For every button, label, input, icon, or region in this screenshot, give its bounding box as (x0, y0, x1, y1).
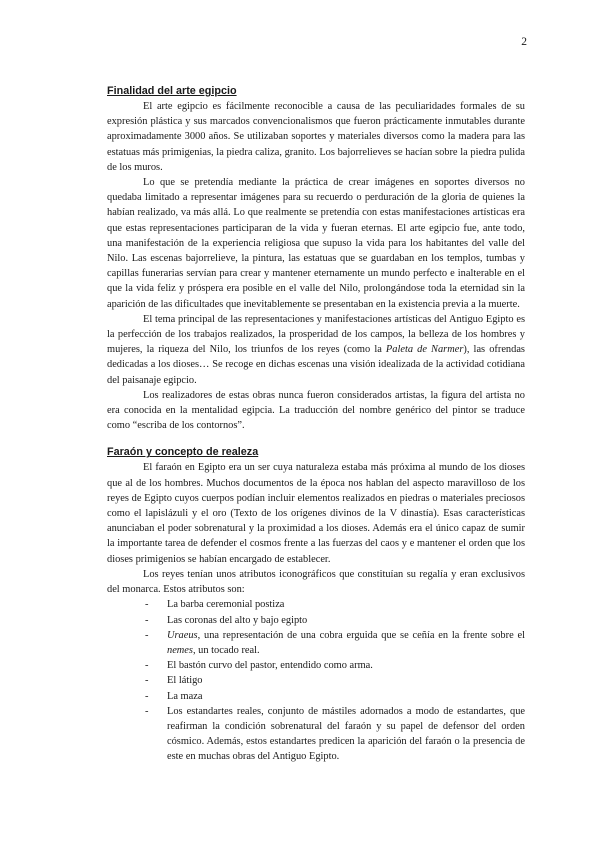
paragraph: El faraón en Egipto era un ser cuya naturaleza estaba más próxima al mundo de los dioses que al de los hombres. Muchos documentos de la época nos hablan del aspecto maravilloso de los reyes de Egipto cuyos cuerpos podían incluir elementos realizados en piedras o materiales preciosos como el lapislázuli y el oro (Texto de los orígenes divinos de la V dinastía). Esas características anunciaban el poder sobrenatural y la proximidad a los dioses. Además era el único capaz de sumir la importante tarea de defender el cosmos frente a las fuerzas del caos y e mantener el orden que los dioses primigenios se habían encargado de establecer. (107, 462, 525, 565)
list-item-text: La maza (167, 690, 203, 702)
list-item-text: , un tocado real. (192, 644, 260, 656)
paragraph (107, 312, 525, 388)
italic-term: Uraeus (167, 629, 198, 641)
list-item-text: , una representación de una cobra erguida que se ceñía en la frente sobre el (197, 629, 525, 641)
bullet-dash: - (145, 705, 149, 717)
list-item (145, 673, 525, 688)
list-item-text: El látigo (167, 675, 203, 687)
list-item (145, 597, 525, 612)
paragraph: Los reyes tenían unos atributos iconográficos que constituían su regalía y eran exclusivos del monarca. Estos atributos son: (107, 568, 525, 596)
list-item-text: La barba ceremonial postiza (167, 599, 285, 611)
italic-term: nemes (167, 644, 193, 656)
bullet-dash: - (145, 690, 149, 702)
bullet-dash: - (145, 660, 149, 672)
bullet-dash: - (145, 614, 149, 626)
paragraph-text: ), las ofrendas dedicadas a los dioses… Se recoge en dichas escenas una visión idealizada de la actividad cotidiana del paisanaje egipcio. (107, 344, 525, 386)
list-item (145, 689, 525, 704)
bullet-dash: - (145, 675, 149, 687)
list-item (145, 628, 525, 658)
bullet-dash: - (145, 599, 149, 611)
list-item (145, 658, 525, 673)
paragraph-text: El tema principal de las representaciones y manifestaciones artísticas del Antiguo Egipto es la perfección de los trabajos realizados, la prosperidad de los campos, la belleza de los hombres y mujeres, la riqueza del Nilo, los triunfos de los reyes (como la (107, 313, 525, 356)
section-heading-finalidad: Finalidad del arte egipcio (107, 85, 237, 97)
list-item (145, 613, 525, 628)
document-body (107, 84, 525, 765)
list-item (145, 704, 525, 765)
paragraph: El arte egipcio es fácilmente reconocible a causa de las peculiaridades formales de su expresión plástica y sus marcados convencionalismos que fueron prácticamente inmutables durante aproximadamente 3000 años. Se utilizaban soportes y materiales diversos como la madera para las estatuas más primigenias, la piedra caliza, granito. Los bajorrelieves se hacían sobre la piedra pulida de los muros. (107, 101, 525, 173)
list-item-text: Los estandartes reales, conjunto de mástiles adornados a modo de estandartes, que reafirman la condición sobrenatural del faraón y su papel de defensor del orden cósmico. Además, estos estandartes predicen la aparición del faraón o la presencia de este en muchas obras del Antiguo Egipto. (167, 705, 525, 763)
attributes-list (107, 597, 525, 764)
italic-term: Paleta de Narmer (385, 344, 464, 356)
bullet-dash: - (145, 629, 149, 641)
page-number: 2 (521, 36, 527, 48)
section-heading-faraon: Faraón y concepto de realeza (107, 446, 259, 459)
paragraph: Los realizadores de estas obras nunca fueron considerados artistas, la figura del artista no era conocida en la mentalidad egipcia. La traducción del nombre genérico del pintor se traduce como “escriba de los contornos”. (107, 389, 525, 432)
paragraph: Lo que se pretendía mediante la práctica de crear imágenes en soportes diversos no quedaba limitado a representar imágenes para su recuerdo o perduración de la gloria de quienes la habían realizado, va más allá. Lo que realmente se pretendía con estas manifestaciones artísticas era que estas representaciones participaran de la vida y fueran eternas. El arte egipcio fue, ante todo, una manifestación de la experiencia religiosa que supuso la vida para los habitantes del valle del Nilo. Las escenas bajorrelieve, la pintura, las estatuas que se guardaban en los templos, tumbas y capillas funerarias servían para crear y mantener eternamente un mundo perfecto e inalterable en el que la vida feliz y próspera era posible en el valle del Nilo, prolongándose toda la eternidad sin la aparición de las dificultades que inevitablemente se presentaban en la existencia previa a la muerte. (107, 177, 525, 310)
list-item-text: El bastón curvo del pastor, entendido como arma. (167, 660, 373, 672)
list-item-text: Las coronas del alto y bajo egipto (167, 614, 308, 626)
